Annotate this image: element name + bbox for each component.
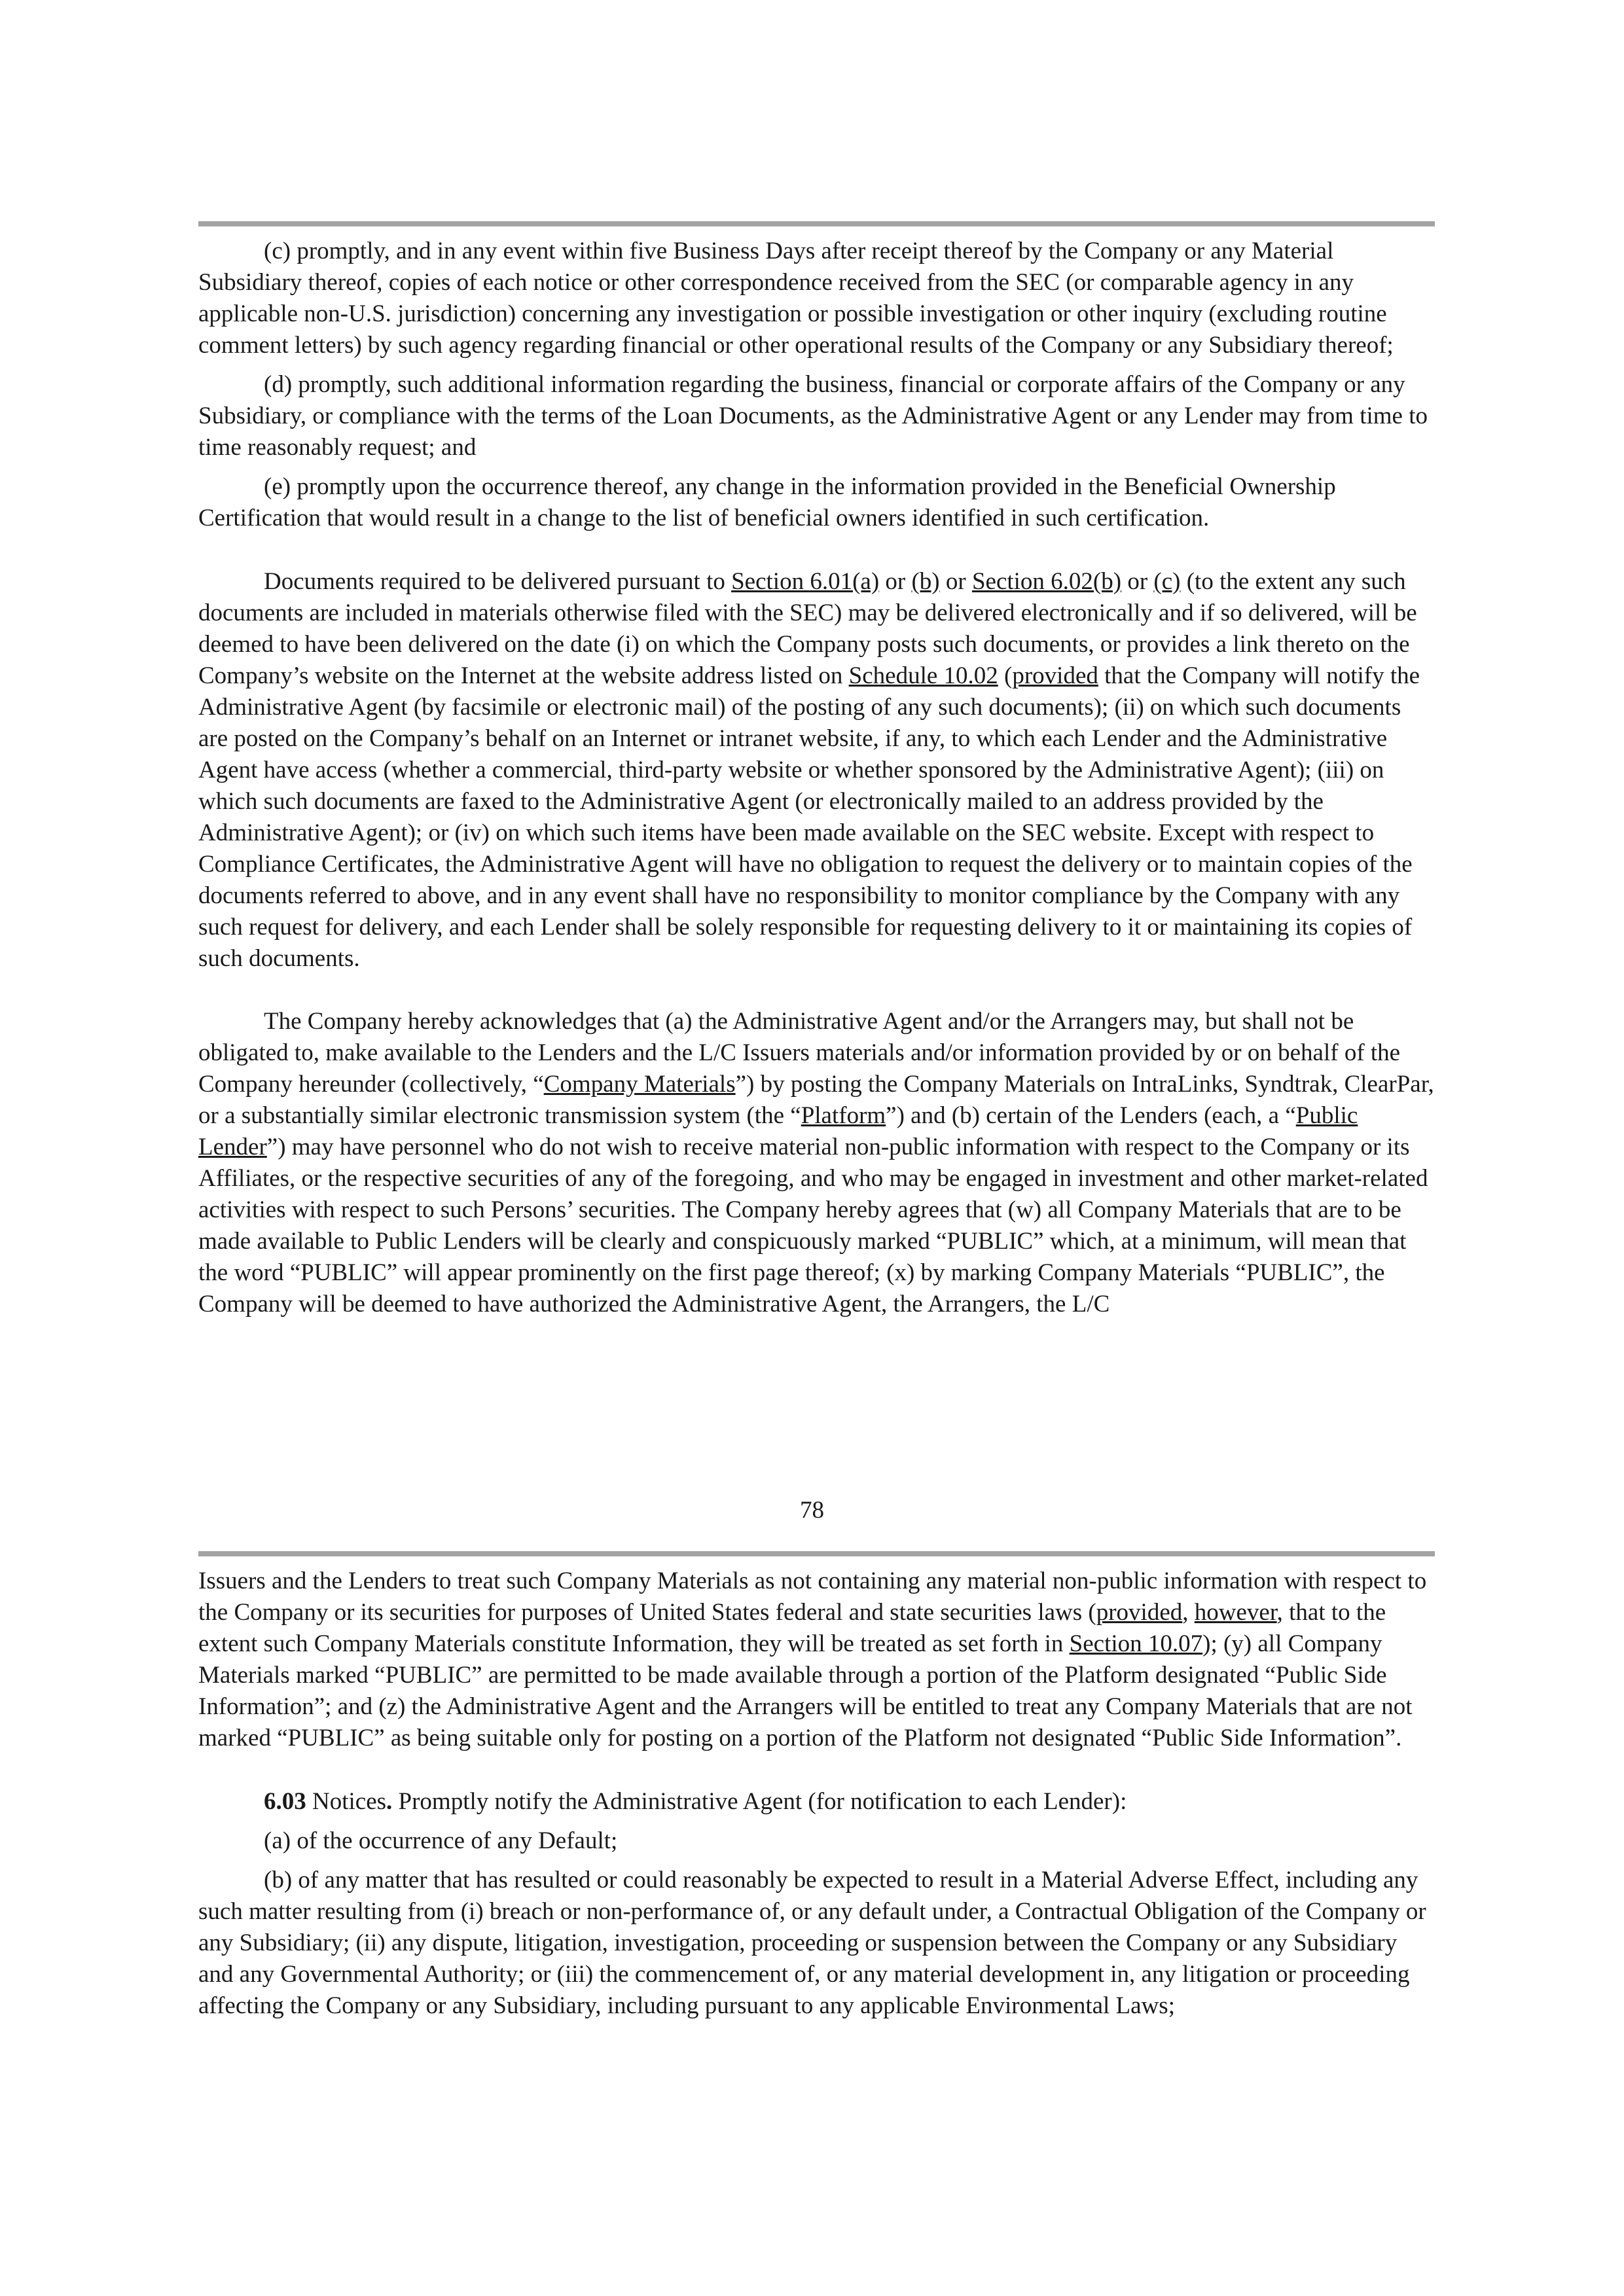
text-run: Documents required to be delivered pursuant to xyxy=(264,568,732,595)
text-run: (to the extent any such documents are included in materials otherwise filed with the SEC) may be delivered electronically and if so delivered, will be deemed to have been delivered on the date (i) on which the Company posts such documents, or provides a link thereto on the Company’s website on the Internet at the website address listed on xyxy=(198,568,1417,689)
page-78-body xyxy=(198,236,1435,1320)
defined-term-platform: Platform xyxy=(801,1102,886,1129)
provided-term: provided xyxy=(1096,1599,1183,1626)
section-6-03-heading xyxy=(198,1786,1435,1818)
text-run: ”) and (b) certain of the Lenders (each, a “ xyxy=(886,1102,1296,1129)
text-run: ”) may have personnel who do not wish to receive material non-public information with respect to the Company or its Affiliates, or the respective securities of any of the foregoing, and who may be engaged in investment and other market-related activities with respect to such Persons’ securities. The Company hereby agrees that (w) all Company Materials that are to be made available to Public Lenders will be clearly and conspicuously marked “PUBLIC” which, at a minimum, will mean that the word “PUBLIC” will appear prominently on the first page thereof; (x) by marking Company Materials “PUBLIC”, the Company will be deemed to have authorized the Administrative Agent, the Arrangers, the L/C xyxy=(198,1134,1428,1318)
paragraph-d: (d) promptly, such additional information regarding the business, financial or corporate affairs of the Company or any Subsidiary, or compliance with the terms of the Loan Documents, as the Administrative Agent or any Lender may from time to time reasonably request; and xyxy=(198,371,1428,461)
page-79-body xyxy=(198,1566,1435,2022)
notice-item-a: (a) of the occurrence of any Default; xyxy=(264,1827,618,1854)
text-run: Issuers and the Lenders to treat such Company Materials as not containing any material non-public information with respect to the Company or its securities for purposes of United States federal and state securities laws ( xyxy=(198,1568,1427,1626)
text-run: that the Company will notify the Administrative Agent (by facsimile or electronic mail) of the posting of any such documents); (ii) on which such documents are posted on the Company’s behalf on an Internet or intranet website, if any, to which each Lender and the Administrative Agent have access (whether a commercial, third-party website or whether sponsored by the Administrative Agent); (iii) on which such documents are faxed to the Administrative Agent (or electronically mailed to an address provided by the Administrative Agent); or (iv) on which such items have been made available on the SEC website. Except with respect to Compliance Certificates, the Administrative Agent will have no obligation to request the delivery or to maintain copies of the documents referred to above, and in any event shall have no responsibility to monitor compliance by the Company with any such request for delivery, and each Lender shall be solely responsible for requesting delivery to it or maintaining its copies of such documents. xyxy=(198,662,1420,972)
section-reference-link: (c) xyxy=(1153,568,1181,595)
text-run: ( xyxy=(998,662,1013,689)
notice-item-b: (b) of any matter that has resulted or could reasonably be expected to result in a Material Adverse Effect, including any such matter resulting from (i) breach or non-performance of, or any default under, a Contractual Obligation of the Company or any Subsidiary; (ii) any dispute, litigation, investigation, proceeding or suspension between the Company or any Subsidiary and any Governmental Authority; or (iii) the commencement of, or any material development in, any litigation or proceeding affecting the Company or any Subsidiary, including pursuant to any applicable Environmental Laws; xyxy=(198,1867,1426,2019)
provided-term: provided xyxy=(1012,662,1098,689)
section-reference-link: Section 6.02(b) xyxy=(971,568,1122,595)
paragraph-e: (e) promptly upon the occurrence thereof, any change in the information provided in the Beneficial Ownership Certification that would result in a change to the list of beneficial owners identified in such certification. xyxy=(198,473,1336,531)
documents-delivery-paragraph xyxy=(198,566,1435,975)
page-break-rule xyxy=(198,1551,1435,1556)
schedule-reference-link: Schedule 10.02 xyxy=(848,662,998,689)
section-title-period: . xyxy=(386,1788,393,1815)
continuation-paragraph xyxy=(198,1566,1435,1754)
section-reference-link: (b) xyxy=(911,568,940,595)
section-number: 6.03 xyxy=(264,1788,306,1815)
defined-term-public-lender: Public Lender xyxy=(198,1102,1358,1160)
however-term: however xyxy=(1194,1599,1277,1626)
defined-term-company-materials: Company Materials xyxy=(543,1071,736,1098)
text-run: The Company hereby acknowledges that (a) the Administrative Agent and/or the Arrangers may, but shall not be obligated to, make available to the Lenders and the L/C Issuers materials and/or information provided by or on behalf of the Company hereunder (collectively, “ xyxy=(198,1008,1401,1098)
section-reference-link: Section 6.01(a) xyxy=(731,568,880,595)
text-run: ); (y) all Company Materials marked “PUBLIC” are permitted to be made available through a portion of the Platform designated “Public Side Information”; and (z) the Administrative Agent and the Arrangers will be entitled to treat any Company Materials that are not marked “PUBLIC” as being suitable only for posting on a portion of the Platform not designated “Public Side Information”. xyxy=(198,1630,1413,1751)
section-text: Promptly notify the Administrative Agent (for notification to each Lender): xyxy=(392,1788,1127,1815)
paragraph-c: (c) promptly, and in any event within five Business Days after receipt thereof by the Company or any Material Subsidiary thereof, copies of each notice or other correspondence received from the SEC (or comparable agency in any applicable non-U.S. jurisdiction) concerning any investigation or possible investigation or other inquiry (excluding routine comment letters) by such agency regarding financial or other operational results of the Company or any Subsidiary thereof; xyxy=(198,238,1394,359)
text-run: ”) by posting the Company Materials on IntraLinks, Syndtrak, ClearPar, or a substantially similar electronic transmission system (the “ xyxy=(198,1071,1434,1129)
text-run: , that to the extent such Company Materials constitute Information, they will be treated as set forth in xyxy=(198,1599,1386,1657)
acknowledgement-paragraph xyxy=(198,1006,1435,1320)
page-number: 78 xyxy=(800,1497,824,1524)
text-run: or xyxy=(939,568,972,595)
text-run: or xyxy=(1121,568,1154,595)
text-run: , xyxy=(1182,1599,1195,1626)
section-reference-link: Section 10.07 xyxy=(1069,1630,1203,1657)
page-top-rule xyxy=(198,221,1435,226)
text-run: or xyxy=(879,568,912,595)
section-title: Notices xyxy=(306,1788,387,1815)
